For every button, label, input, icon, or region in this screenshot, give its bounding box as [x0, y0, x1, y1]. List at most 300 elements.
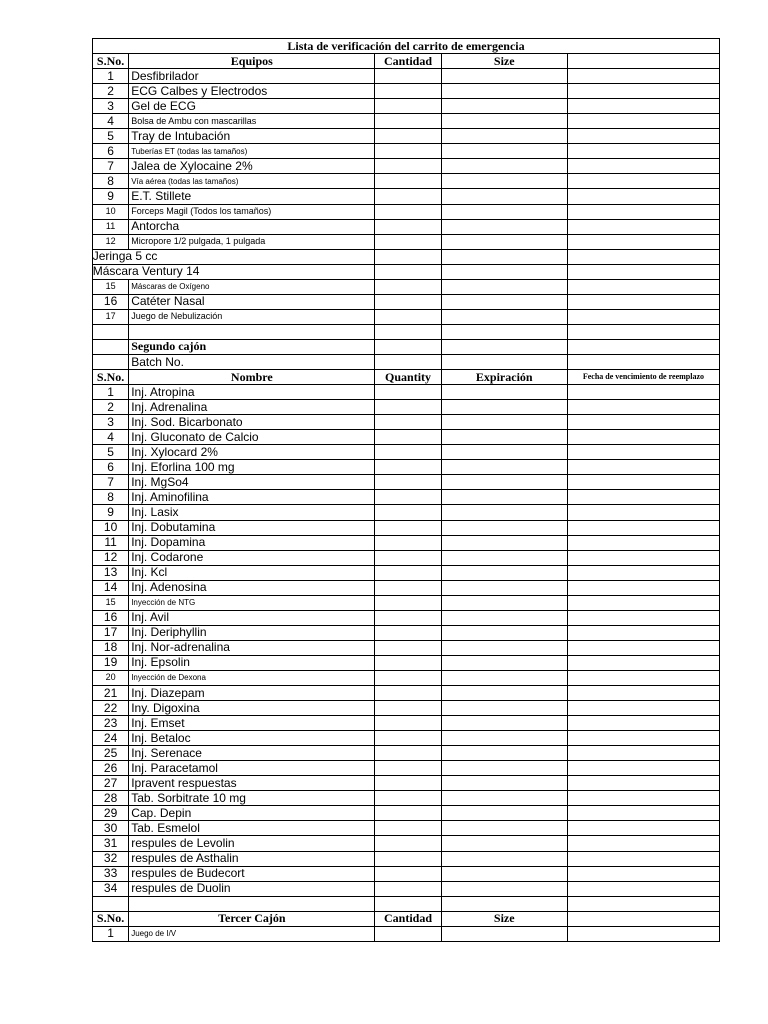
table-row [93, 926, 720, 941]
row-item [129, 655, 375, 670]
table-row [93, 309, 720, 324]
row-item-label: respules de Levolin [131, 836, 235, 850]
blank-cell [567, 339, 719, 354]
row-item [129, 219, 375, 234]
quantity-cell [375, 189, 441, 204]
row-item-label: respules de Asthalin [131, 851, 239, 866]
size-cell [441, 686, 567, 701]
blank-cell [441, 354, 567, 369]
row-item [129, 99, 375, 114]
row-item [129, 535, 375, 550]
size-cell [441, 159, 567, 174]
row-number: 14 [93, 580, 129, 595]
table-row [93, 249, 720, 264]
size-cell [441, 836, 567, 851]
extra-cell [567, 881, 719, 896]
quantity-cell [375, 460, 441, 475]
size-cell [441, 655, 567, 670]
checklist-table [92, 38, 720, 942]
row-item [129, 309, 375, 324]
row-item [129, 836, 375, 851]
blank-cell [93, 354, 129, 369]
row-item [129, 701, 375, 716]
row-item [129, 114, 375, 129]
quantity-cell [375, 415, 441, 430]
blank-cell [93, 324, 129, 339]
table-row [93, 490, 720, 505]
row-item-label: Inj. Codarone [131, 550, 204, 565]
blank-cell [567, 354, 719, 369]
row-number: 3 [93, 415, 129, 430]
row-item-label: Inyección de NTG [131, 598, 196, 608]
extra-cell [567, 580, 719, 595]
size-cell [441, 385, 567, 400]
size-cell [441, 279, 567, 294]
size-cell [441, 234, 567, 249]
quantity-cell [375, 385, 441, 400]
row-item [129, 400, 375, 415]
quantity-cell [375, 565, 441, 580]
extra-cell [567, 249, 719, 264]
blank-cell [93, 896, 129, 911]
size-cell [441, 701, 567, 716]
row-number: 34 [93, 881, 129, 896]
quantity-cell [375, 881, 441, 896]
extra-cell [567, 430, 719, 445]
table-row [93, 686, 720, 701]
row-number: 8 [93, 174, 129, 189]
size-cell [441, 731, 567, 746]
row-item [129, 610, 375, 625]
row-item-label: Gel de ECG [131, 98, 196, 113]
row-item-label: Inj. Sod. Bicarbonato [131, 414, 243, 429]
table-row [93, 821, 720, 836]
extra-cell [567, 836, 719, 851]
row-item-label: Juego de Nebulización [131, 311, 223, 322]
blank-header [567, 911, 719, 926]
size-cell [441, 415, 567, 430]
quantity-cell [375, 264, 441, 279]
table-row [93, 69, 720, 84]
quantity-cell [375, 294, 441, 309]
sno-header: S.No. [93, 911, 129, 926]
size-cell [441, 249, 567, 264]
sno-header: S.No. [93, 370, 129, 385]
row-item [129, 550, 375, 565]
row-item-label: Inj. Deriphyllin [131, 625, 207, 640]
fecha-header: Fecha de vencimiento de reemplazo [567, 370, 719, 385]
row-item-label: Inj. Paracetamol [131, 760, 218, 775]
row-item-label: Iny. Digoxina [131, 700, 200, 715]
size-cell [441, 475, 567, 490]
row-number: 6 [93, 460, 129, 475]
size-cell [441, 204, 567, 219]
table-row [93, 219, 720, 234]
row-item-label: respules de Duolin [131, 881, 231, 896]
table-row [93, 445, 720, 460]
row-number: 28 [93, 791, 129, 806]
table-row [93, 204, 720, 219]
row-item [129, 625, 375, 640]
table-row [93, 520, 720, 535]
quantity-cell [375, 776, 441, 791]
size-cell [441, 445, 567, 460]
table-row [93, 836, 720, 851]
row-item [129, 851, 375, 866]
cantidad-header: Cantidad [375, 911, 441, 926]
row-item [129, 746, 375, 761]
section2-header-row [93, 370, 720, 385]
row-number: 27 [93, 776, 129, 791]
row-item [129, 490, 375, 505]
table-row [93, 851, 720, 866]
extra-cell [567, 821, 719, 836]
size-cell [441, 866, 567, 881]
quantity-cell [375, 791, 441, 806]
quantity-cell [375, 836, 441, 851]
extra-cell [567, 69, 719, 84]
quantity-cell [375, 505, 441, 520]
quantity-cell [375, 731, 441, 746]
extra-cell [567, 445, 719, 460]
table-row [93, 610, 720, 625]
table-row [93, 415, 720, 430]
quantity-cell [375, 84, 441, 99]
size-cell [441, 550, 567, 565]
row-number: 5 [93, 445, 129, 460]
row-item [129, 174, 375, 189]
row-item [129, 234, 375, 249]
row-item-label: Desfibrilador [131, 68, 199, 83]
extra-cell [567, 806, 719, 821]
size-cell [441, 520, 567, 535]
quantity-cell [375, 520, 441, 535]
row-item-label: Antorcha [131, 219, 180, 234]
row-item-label: Tab. Sorbitrate 10 mg [131, 790, 246, 805]
row-item-label: Máscaras de Oxígeno [131, 282, 210, 292]
title-row [93, 39, 720, 54]
extra-cell [567, 294, 719, 309]
blank-row [93, 324, 720, 339]
row-item [129, 866, 375, 881]
extra-cell [567, 776, 719, 791]
row-item [129, 821, 375, 836]
quantity-cell [375, 670, 441, 685]
quantity-cell [375, 806, 441, 821]
blank-cell [375, 339, 441, 354]
quantity-cell [375, 69, 441, 84]
row-item-label: Juego de I/V [131, 929, 177, 939]
section-label: Batch No. [129, 354, 375, 369]
row-item-label: Inj. Serenace [131, 745, 202, 760]
extra-cell [567, 309, 719, 324]
row-item [92, 263, 375, 279]
size-cell [441, 129, 567, 144]
section-label-row [93, 354, 720, 369]
extra-cell [567, 234, 719, 249]
row-item-label: Inj. Adenosina [131, 580, 207, 595]
extra-cell [567, 264, 719, 279]
extra-cell [567, 520, 719, 535]
blank-cell [375, 896, 441, 911]
row-item [129, 731, 375, 746]
size-cell [441, 595, 567, 610]
row-item [129, 791, 375, 806]
row-number: 15 [93, 595, 129, 610]
table-row [93, 761, 720, 776]
size-cell [441, 114, 567, 129]
extra-cell [567, 204, 719, 219]
row-item-label: E.T. Stillete [131, 188, 192, 203]
row-item-label: Inyección de Dexona [131, 673, 206, 683]
table-row [93, 279, 720, 294]
row-item-label: Inj. Kcl [131, 565, 168, 580]
extra-cell [567, 129, 719, 144]
extra-cell [567, 701, 719, 716]
row-item [129, 189, 375, 204]
quantity-cell [375, 204, 441, 219]
row-item [129, 159, 375, 174]
table-row [93, 159, 720, 174]
quantity-header: Quantity [375, 370, 441, 385]
table-row [93, 189, 720, 204]
row-item-label: Inj. Aminofilina [131, 489, 209, 504]
row-number: 1 [93, 385, 129, 400]
quantity-cell [375, 99, 441, 114]
row-number: 11 [93, 535, 129, 550]
row-item-label: Inj. Avil [131, 610, 170, 625]
quantity-cell [375, 159, 441, 174]
row-number: 20 [93, 670, 129, 685]
quantity-cell [375, 926, 441, 941]
table-row [93, 535, 720, 550]
size-cell [441, 264, 567, 279]
section-label: Segundo cajón [129, 339, 375, 354]
row-item-label: Forceps Magil (Todos los tamaños) [131, 206, 272, 217]
row-item-label: Inj. MgSo4 [131, 474, 189, 489]
table-row [93, 791, 720, 806]
row-item [129, 595, 375, 610]
extra-cell [567, 490, 719, 505]
table-row [93, 475, 720, 490]
size-cell [441, 881, 567, 896]
table-row [93, 234, 720, 249]
size-cell [441, 580, 567, 595]
row-number: 18 [93, 640, 129, 655]
blank-cell [375, 324, 441, 339]
size-cell [441, 490, 567, 505]
row-item-label: Inj. Gluconato de Calcio [131, 429, 259, 444]
row-item [129, 385, 375, 400]
quantity-cell [375, 430, 441, 445]
quantity-cell [375, 866, 441, 881]
extra-cell [567, 746, 719, 761]
table-row [93, 84, 720, 99]
extra-cell [567, 655, 719, 670]
row-item [129, 520, 375, 535]
extra-cell [567, 99, 719, 114]
quantity-cell [375, 640, 441, 655]
row-number: 1 [93, 926, 129, 941]
row-number: 29 [93, 806, 129, 821]
quantity-cell [375, 686, 441, 701]
table-row [93, 144, 720, 159]
row-item-label: Jalea de Xylocaine 2% [131, 158, 253, 173]
row-number: 3 [93, 99, 129, 114]
extra-cell [567, 400, 719, 415]
row-number: 15 [93, 279, 129, 294]
row-item [129, 686, 375, 701]
quantity-cell [375, 625, 441, 640]
row-number: 10 [93, 204, 129, 219]
size-cell [441, 400, 567, 415]
size-cell [441, 926, 567, 941]
extra-cell [567, 174, 719, 189]
table-row [93, 655, 720, 670]
table-row [93, 595, 720, 610]
table-row [93, 580, 720, 595]
extra-cell [567, 415, 719, 430]
size-header: Size [441, 911, 567, 926]
extra-cell [567, 159, 719, 174]
row-item [129, 204, 375, 219]
size-cell [441, 144, 567, 159]
checklist-body [93, 39, 720, 942]
size-cell [441, 806, 567, 821]
row-number: 22 [93, 701, 129, 716]
row-item [129, 881, 375, 896]
table-row [93, 776, 720, 791]
cantidad-header: Cantidad [375, 54, 441, 69]
quantity-cell [375, 475, 441, 490]
size-header: Size [441, 54, 567, 69]
row-number: 9 [93, 189, 129, 204]
quantity-cell [375, 249, 441, 264]
row-item [129, 279, 375, 294]
row-item-label: Tuberías ET (todas las tamaños) [131, 146, 248, 156]
row-item [129, 144, 375, 159]
row-item-label: Inj. Dobutamina [131, 520, 216, 535]
row-number: 26 [93, 761, 129, 776]
table-row [93, 625, 720, 640]
size-cell [441, 69, 567, 84]
quantity-cell [375, 746, 441, 761]
equipos-header: Equipos [129, 54, 375, 69]
quantity-cell [375, 821, 441, 836]
blank-cell [129, 896, 375, 911]
row-number: 33 [93, 866, 129, 881]
quantity-cell [375, 234, 441, 249]
row-item-label: Inj. Adrenalina [131, 399, 208, 414]
table-row [93, 174, 720, 189]
table-row [93, 264, 720, 279]
row-item [129, 761, 375, 776]
section1-header-row [93, 54, 720, 69]
row-number: 21 [93, 686, 129, 701]
quantity-cell [375, 279, 441, 294]
row-item-label: Inj. Atropina [131, 384, 195, 399]
nombre-header: Nombre [129, 370, 375, 385]
quantity-cell [375, 219, 441, 234]
blank-cell [567, 896, 719, 911]
quantity-cell [375, 309, 441, 324]
row-item-label: Inj. Diazepam [131, 685, 205, 700]
quantity-cell [375, 144, 441, 159]
row-item [129, 445, 375, 460]
row-item [129, 415, 375, 430]
table-row [93, 866, 720, 881]
extra-cell [567, 670, 719, 685]
row-item-label: Inj. Emset [131, 715, 185, 730]
row-item-label: Inj. Lasix [131, 504, 179, 519]
row-item-label: Cap. Depin [131, 805, 192, 820]
size-cell [441, 791, 567, 806]
extra-cell [567, 731, 719, 746]
row-number: 4 [93, 114, 129, 129]
row-item [129, 475, 375, 490]
size-cell [441, 610, 567, 625]
extra-cell [567, 625, 719, 640]
size-cell [441, 851, 567, 866]
row-item-label: Vía aérea (todas las tamaños) [131, 176, 239, 186]
size-cell [441, 776, 567, 791]
extra-cell [567, 866, 719, 881]
row-number: 19 [93, 655, 129, 670]
extra-cell [567, 475, 719, 490]
size-cell [441, 84, 567, 99]
quantity-cell [375, 550, 441, 565]
extra-cell [567, 716, 719, 731]
row-number: 16 [93, 610, 129, 625]
section-label-row [93, 339, 720, 354]
blank-header [567, 54, 719, 69]
blank-row [93, 896, 720, 911]
row-item [129, 460, 375, 475]
size-cell [441, 309, 567, 324]
row-item-label: Inj. Epsolin [131, 655, 190, 670]
blank-cell [93, 339, 129, 354]
row-number: 25 [93, 746, 129, 761]
quantity-cell [375, 716, 441, 731]
row-number: 1 [93, 69, 129, 84]
row-item [129, 69, 375, 84]
extra-cell [567, 686, 719, 701]
row-item-label: Inj. Xylocard 2% [131, 444, 218, 459]
row-number: 17 [93, 309, 129, 324]
table-row [93, 550, 720, 565]
size-cell [441, 189, 567, 204]
table-row [93, 460, 720, 475]
table-row [93, 565, 720, 580]
row-number: 30 [93, 821, 129, 836]
extra-cell [567, 219, 719, 234]
table-row [93, 99, 720, 114]
size-cell [441, 505, 567, 520]
table-row [93, 400, 720, 415]
row-number: 11 [93, 219, 129, 234]
extra-cell [567, 279, 719, 294]
extra-cell [567, 144, 719, 159]
row-item [129, 129, 375, 144]
quantity-cell [375, 490, 441, 505]
size-cell [441, 174, 567, 189]
quantity-cell [375, 655, 441, 670]
quantity-cell [375, 701, 441, 716]
extra-cell [567, 610, 719, 625]
row-number: 2 [93, 84, 129, 99]
row-item [129, 580, 375, 595]
row-number: 24 [93, 731, 129, 746]
